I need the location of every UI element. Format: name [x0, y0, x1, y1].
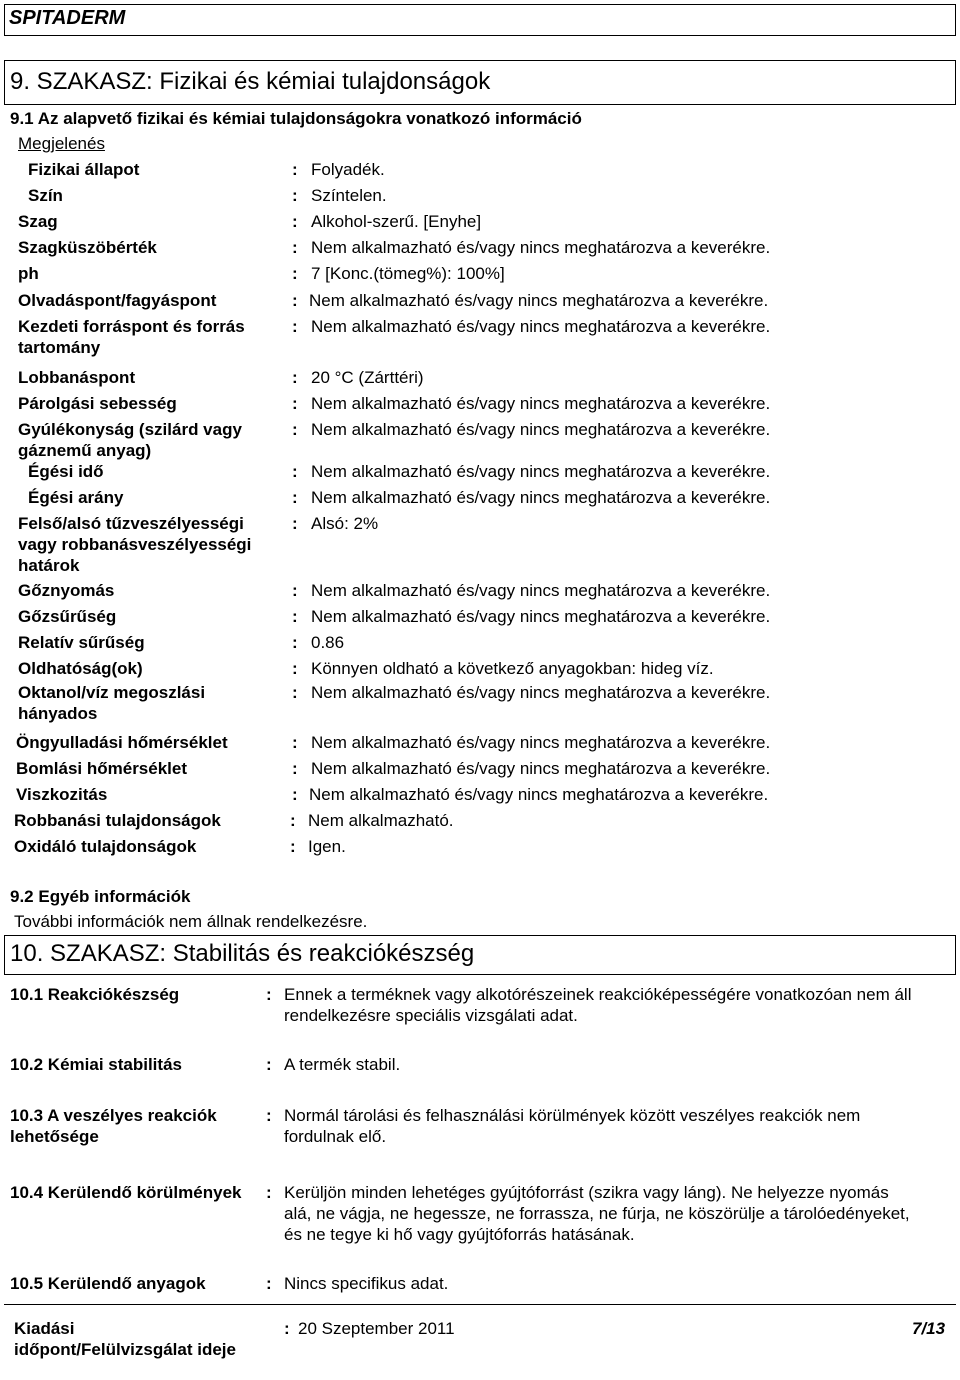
property-label: Olvadáspont/fagyáspont [18, 291, 217, 310]
property-label-cont: hányados [18, 704, 98, 723]
property-value: Igen. [308, 837, 346, 856]
subsection-9-2-title: 9.2 Egyéb információk [10, 887, 191, 906]
property-value: Nem alkalmazható és/vagy nincs meghatározva a keverékre. [311, 683, 771, 702]
property-value: Nem alkalmazható és/vagy nincs meghatározva a keverékre. [311, 581, 771, 600]
section10-title: 10. SZAKASZ: Stabilitás és reakciókészség [10, 940, 475, 967]
property-label-cont: gáznemű anyag) [18, 441, 152, 460]
property-label: Lobbanáspont [18, 368, 136, 387]
colon-separator: : [292, 785, 298, 804]
stability-label: 10.1 Reakciókészség [10, 985, 180, 1004]
footer-divider [4, 1304, 956, 1305]
property-label: Szín [28, 186, 63, 205]
footer-date: 20 Szeptember 2011 [298, 1319, 455, 1338]
property-value: Könnyen oldható a következő anyagokban: hideg víz. [311, 659, 714, 678]
property-label: ph [18, 264, 39, 283]
property-label: Gőznyomás [18, 581, 115, 600]
property-value: Nem alkalmazható és/vagy nincs meghatározva a keverékre. [311, 462, 771, 481]
colon-separator: : [292, 368, 298, 387]
property-value: Nem alkalmazható és/vagy nincs meghatározva a keverékre. [311, 759, 771, 778]
property-label: Viszkozitás [16, 785, 108, 804]
property-label: Robbanási tulajdonságok [14, 811, 221, 830]
colon-separator: : [292, 160, 298, 179]
stability-value: Kerüljön minden lehetéges gyújtóforrást (szikra vagy láng). Ne helyezze nyomás [284, 1183, 889, 1202]
stability-value-cont: fordulnak elő. [284, 1127, 387, 1146]
section9-title: 9. SZAKASZ: Fizikai és kémiai tulajdonságok [10, 68, 491, 95]
colon-separator: : [292, 238, 298, 257]
appearance-heading: Megjelenés [18, 134, 105, 153]
stability-value: A termék stabil. [284, 1055, 401, 1074]
property-label: Párolgási sebesség [18, 394, 177, 413]
colon-separator: : [266, 1106, 272, 1125]
property-value: Nem alkalmazható és/vagy nincs meghatározva a keverékre. [311, 733, 771, 752]
colon-separator: : [292, 607, 298, 626]
property-label: Bomlási hőmérséklet [16, 759, 188, 778]
footer-label-line1: Kiadási [14, 1319, 75, 1338]
property-value: Nem alkalmazható. [308, 811, 454, 830]
other-info-text: További információk nem állnak rendelkezésre. [14, 912, 368, 931]
property-value: Nem alkalmazható és/vagy nincs meghatározva a keverékre. [311, 238, 771, 257]
property-value: Nem alkalmazható és/vagy nincs meghatározva a keverékre. [309, 785, 769, 804]
property-label: Szagküszöbérték [18, 238, 157, 257]
property-label: Gőzsűrűség [18, 607, 117, 626]
footer-colon: : [284, 1319, 290, 1338]
property-value: Nem alkalmazható és/vagy nincs meghatározva a keverékre. [311, 488, 771, 507]
property-label: Szag [18, 212, 58, 231]
colon-separator: : [266, 1183, 272, 1202]
header-bar [4, 4, 956, 36]
property-label: Égési idő [28, 462, 104, 481]
property-label: Kezdeti forráspont és forrás [18, 317, 245, 336]
property-value: 7 [Konc.(tömeg%): 100%] [311, 264, 505, 283]
colon-separator: : [292, 488, 298, 507]
property-value: Nem alkalmazható és/vagy nincs meghatározva a keverékre. [309, 291, 769, 310]
colon-separator: : [292, 291, 298, 310]
property-value: 0.86 [311, 633, 345, 652]
property-value: Alsó: 2% [311, 514, 379, 533]
property-label-cont: vagy robbanásveszélyességi [18, 535, 252, 554]
colon-separator: : [292, 514, 298, 533]
colon-separator: : [292, 420, 298, 439]
colon-separator: : [292, 317, 298, 336]
stability-value: Nincs specifikus adat. [284, 1274, 449, 1293]
colon-separator: : [292, 581, 298, 600]
page-number: 7/13 [912, 1319, 946, 1338]
footer-label-line2: időpont/Felülvizsgálat ideje [14, 1340, 236, 1359]
colon-separator: : [292, 394, 298, 413]
colon-separator: : [292, 683, 298, 702]
product-name: SPITADERM [9, 7, 126, 29]
colon-separator: : [266, 1274, 272, 1293]
colon-separator: : [292, 759, 298, 778]
property-label: Égési arány [28, 488, 124, 507]
colon-separator: : [292, 212, 298, 231]
property-label: Oldhatóság(ok) [18, 659, 143, 678]
stability-label: 10.2 Kémiai stabilitás [10, 1055, 182, 1074]
property-label: Gyúlékonyság (szilárd vagy [18, 420, 242, 439]
stability-value-cont: alá, ne vágja, ne hegessze, ne forrassza, ne fúrja, ne köszörülje a tárolóedényeket, [284, 1204, 910, 1223]
property-value: Nem alkalmazható és/vagy nincs meghatározva a keverékre. [311, 420, 771, 439]
colon-separator: : [292, 633, 298, 652]
stability-label: 10.5 Kerülendő anyagok [10, 1274, 206, 1293]
stability-label: 10.4 Kerülendő körülmények [10, 1183, 242, 1202]
stability-label: 10.3 A veszélyes reakciók [10, 1106, 217, 1125]
colon-separator: : [292, 264, 298, 283]
stability-value-cont: rendelkezésre speciális vizsgálati adat. [284, 1006, 578, 1025]
colon-separator: : [292, 462, 298, 481]
colon-separator: : [266, 1055, 272, 1074]
colon-separator: : [292, 733, 298, 752]
property-value: Színtelen. [311, 186, 387, 205]
property-value: 20 °C (Zárttéri) [311, 368, 424, 387]
colon-separator: : [290, 811, 296, 830]
stability-label-cont: lehetősége [10, 1127, 99, 1146]
colon-separator: : [266, 985, 272, 1004]
property-label-cont: tartomány [18, 338, 101, 357]
property-label: Fizikai állapot [28, 160, 140, 179]
property-value: Alkohol-szerű. [Enyhe] [311, 212, 482, 231]
property-label: Relatív sűrűség [18, 633, 145, 652]
stability-value-cont: és ne tegye ki hő vagy gyújtóforrás hatásának. [284, 1225, 635, 1244]
property-label: Oktanol/víz megoszlási [18, 683, 206, 702]
colon-separator: : [290, 837, 296, 856]
property-value: Nem alkalmazható és/vagy nincs meghatározva a keverékre. [311, 394, 771, 413]
property-value: Nem alkalmazható és/vagy nincs meghatározva a keverékre. [311, 607, 771, 626]
property-label-cont: határok [18, 556, 80, 575]
property-value: Nem alkalmazható és/vagy nincs meghatározva a keverékre. [311, 317, 771, 336]
property-value: Folyadék. [311, 160, 385, 179]
property-label: Oxidáló tulajdonságok [14, 837, 197, 856]
colon-separator: : [292, 659, 298, 678]
stability-value: Normál tárolási és felhasználási körülmények között veszélyes reakciók nem [284, 1106, 861, 1125]
property-label: Felső/alsó tűzveszélyességi [18, 514, 244, 533]
colon-separator: : [292, 186, 298, 205]
subsection-9-1-title: 9.1 Az alapvető fizikai és kémiai tulajdonságokra vonatkozó információ [10, 109, 582, 128]
property-label: Öngyulladási hőmérséklet [16, 733, 228, 752]
stability-value: Ennek a terméknek vagy alkotórészeinek reakcióképességére vonatkozóan nem áll [284, 985, 912, 1004]
